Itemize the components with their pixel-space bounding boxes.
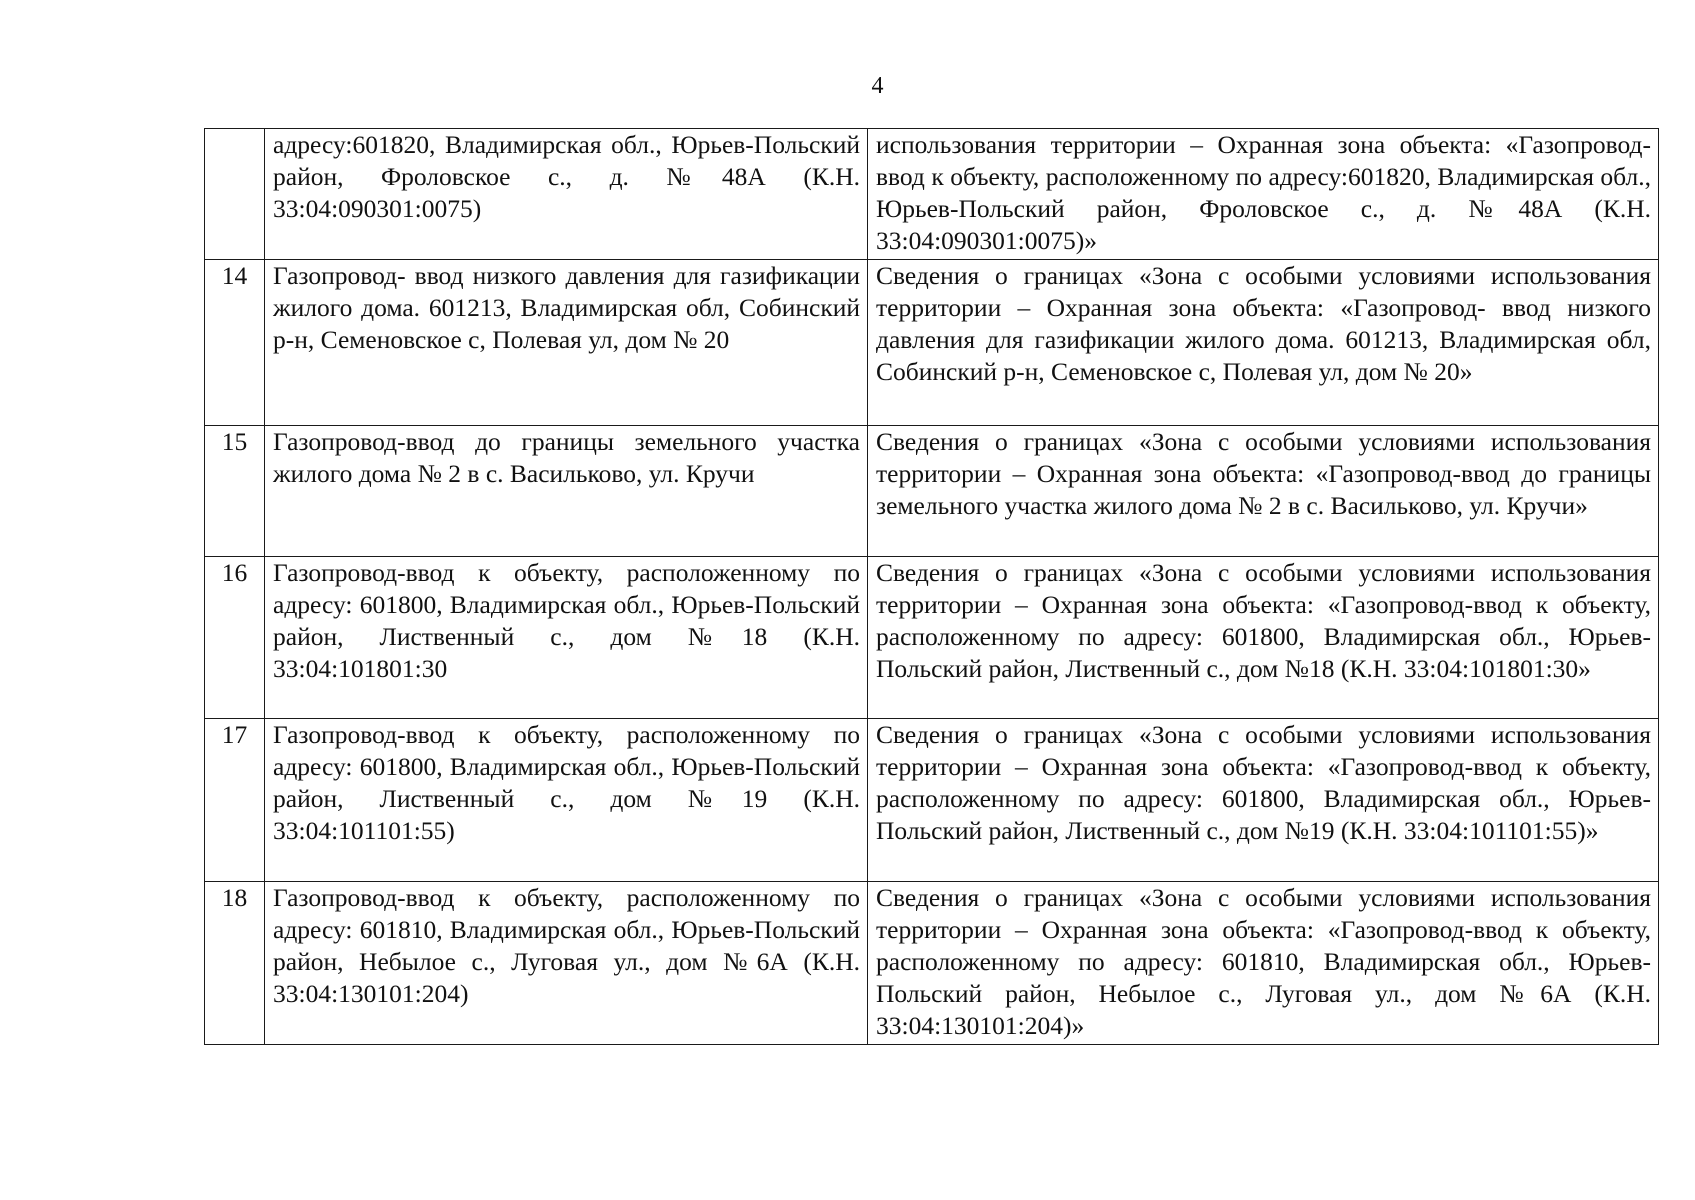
row-number: 16 bbox=[205, 557, 265, 719]
object-name: Газопровод-ввод до границы земельного участка жилого дома № 2 в с. Васильково, ул. Кручи bbox=[265, 426, 868, 557]
row-number bbox=[205, 129, 265, 260]
zone-description: Сведения о границах «Зона с особыми условиями использования территории – Охранная зона объекта: «Газопровод- ввод низкого давления для газификации жилого дома. 601213, Владимирская обл, Собинский р-н, Семеновское с, Полевая ул, дом № 20» bbox=[868, 260, 1659, 426]
table-row bbox=[205, 129, 1659, 260]
table-row bbox=[205, 719, 1659, 882]
objects-table bbox=[204, 128, 1659, 1045]
table-row bbox=[205, 260, 1659, 426]
object-name: Газопровод-ввод к объекту, расположенному по адресу: 601800, Владимирская обл., Юрьев-Польский район, Лиственный с., дом №18 (К.Н. 33:04:101801:30 bbox=[265, 557, 868, 719]
zone-description: Сведения о границах «Зона с особыми условиями использования территории – Охранная зона объекта: «Газопровод-ввод к объекту, расположенному по адресу: 601800, Владимирская обл., Юрьев-Польский район, Лиственный с., дом №18 (К.Н. 33:04:101801:30» bbox=[868, 557, 1659, 719]
table-row bbox=[205, 426, 1659, 557]
object-name: Газопровод- ввод низкого давления для газификации жилого дома. 601213, Владимирская обл, Собинский р-н, Семеновское с, Полевая ул, дом № 20 bbox=[265, 260, 868, 426]
zone-description: использования территории – Охранная зона объекта: «Газопровод-ввод к объекту, расположенному по адресу:601820, Владимирская обл., Юрьев-Польский район, Фроловское с., д. №48А (К.Н. 33:04:090301:0075)» bbox=[868, 129, 1659, 260]
row-number: 17 bbox=[205, 719, 265, 882]
row-number: 14 bbox=[205, 260, 265, 426]
row-number: 15 bbox=[205, 426, 265, 557]
zone-description: Сведения о границах «Зона с особыми условиями использования территории – Охранная зона объекта: «Газопровод-ввод к объекту, расположенному по адресу: 601810, Владимирская обл., Юрьев-Польский район, Небылое с., Луговая ул., дом №6А (К.Н. 33:04:130101:204)» bbox=[868, 882, 1659, 1045]
zone-description: Сведения о границах «Зона с особыми условиями использования территории – Охранная зона объекта: «Газопровод-ввод к объекту, расположенному по адресу: 601800, Владимирская обл., Юрьев-Польский район, Лиственный с., дом №19 (К.Н. 33:04:101101:55)» bbox=[868, 719, 1659, 882]
row-number: 18 bbox=[205, 882, 265, 1045]
table-row bbox=[205, 557, 1659, 719]
object-name: Газопровод-ввод к объекту, расположенному по адресу: 601800, Владимирская обл., Юрьев-Польский район, Лиственный с., дом №19 (К.Н. 33:04:101101:55) bbox=[265, 719, 868, 882]
object-name: адресу:601820, Владимирская обл., Юрьев-Польский район, Фроловское с., д. №48А (К.Н. 33:04:090301:0075) bbox=[265, 129, 868, 260]
object-name: Газопровод-ввод к объекту, расположенному по адресу: 601810, Владимирская обл., Юрьев-Польский район, Небылое с., Луговая ул., дом №6А (К.Н. 33:04:130101:204) bbox=[265, 882, 868, 1045]
page-number: 4 bbox=[871, 73, 884, 99]
zone-description: Сведения о границах «Зона с особыми условиями использования территории – Охранная зона объекта: «Газопровод-ввод до границы земельного участка жилого дома № 2 в с. Васильково, ул. Кручи» bbox=[868, 426, 1659, 557]
table-row bbox=[205, 882, 1659, 1045]
